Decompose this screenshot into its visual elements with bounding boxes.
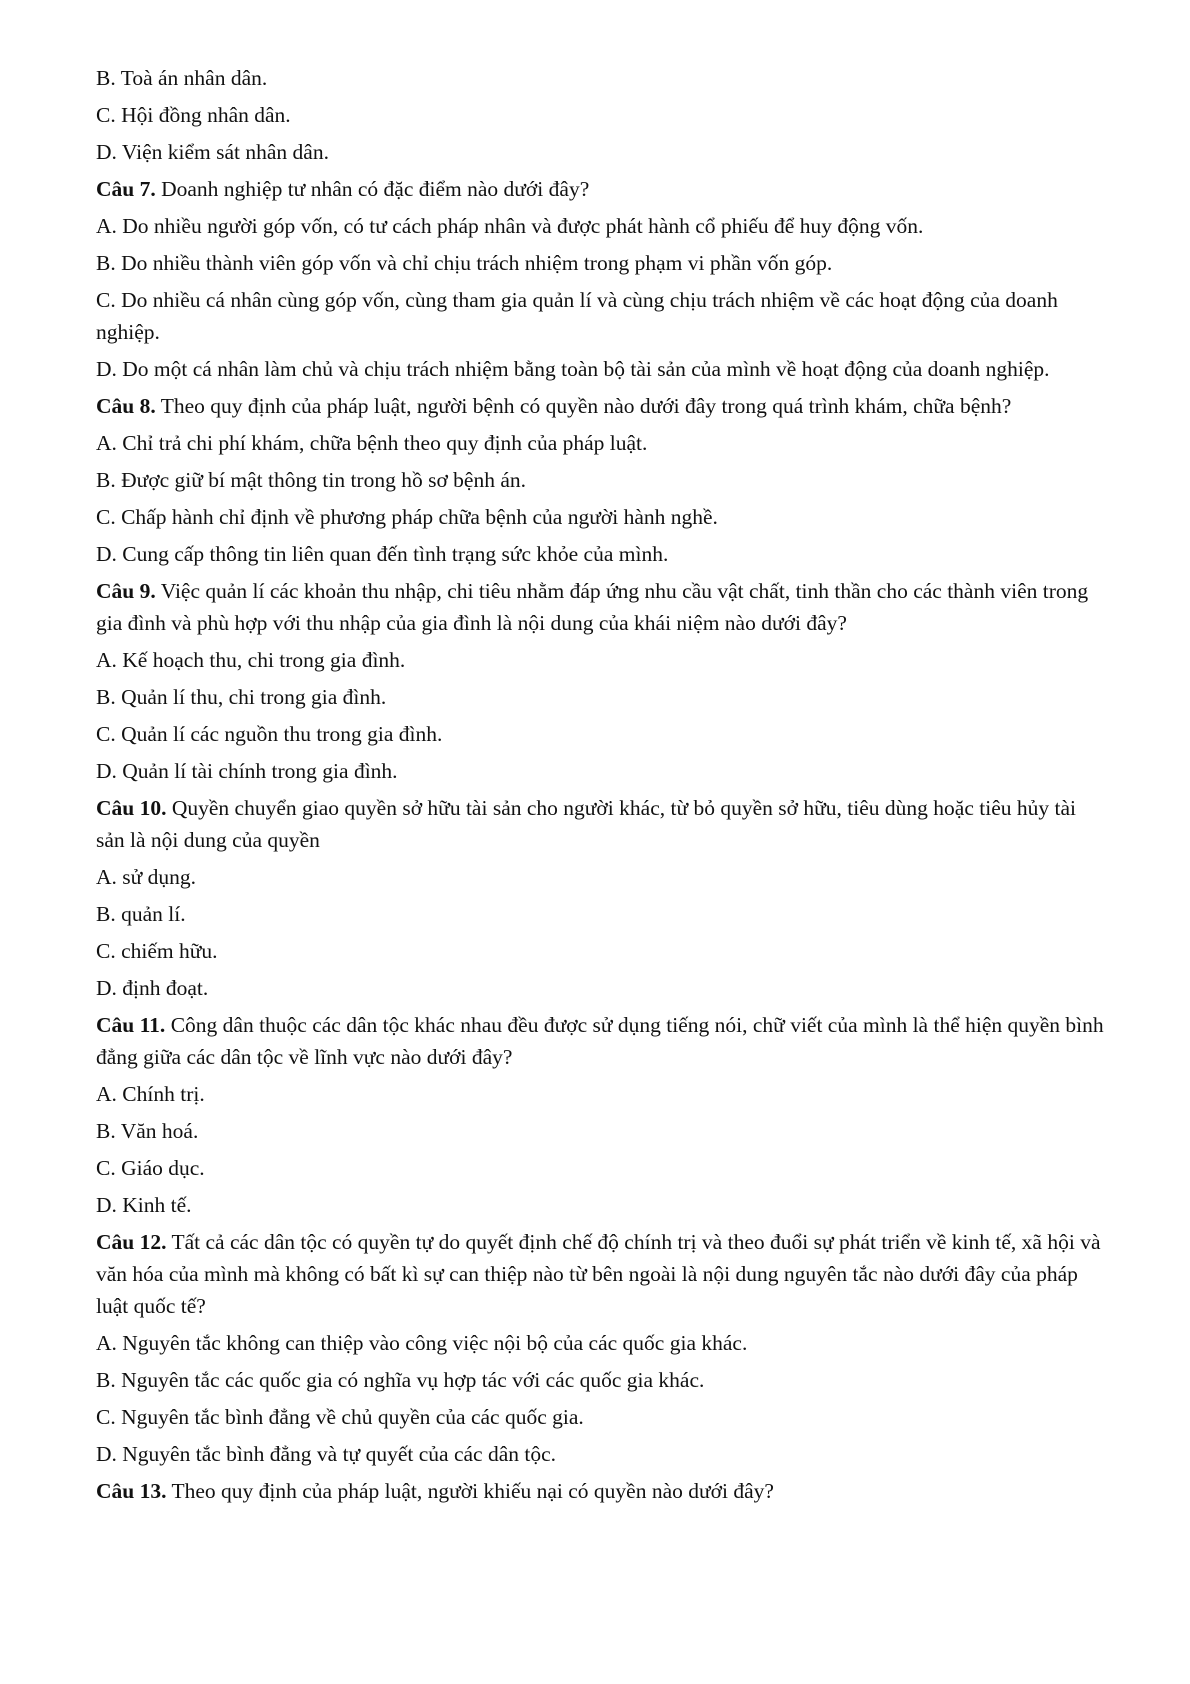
question-10 — [96, 792, 1106, 856]
option-line: A. Kế hoạch thu, chi trong gia đình. — [96, 648, 406, 672]
document-page — [96, 62, 1106, 1512]
question-8 — [96, 390, 1106, 422]
question-text: Theo quy định của pháp luật, người khiếu nại có quyền nào dưới đây? — [166, 1479, 774, 1503]
option-line: C. Quản lí các nguồn thu trong gia đình. — [96, 722, 443, 746]
question-label: Câu 12. — [96, 1230, 167, 1254]
option-line: D. Do một cá nhân làm chủ và chịu trách nhiệm bằng toàn bộ tài sản của mình về hoạt động của doanh nghiệp. — [96, 357, 1050, 381]
option-line: C. Hội đồng nhân dân. — [96, 103, 291, 127]
question-7 — [96, 173, 1106, 205]
question-text: Công dân thuộc các dân tộc khác nhau đều được sử dụng tiếng nói, chữ viết của mình là thể hiện quyền bình đẳng giữa các dân tộc về lĩnh vực nào dưới đây? — [96, 1013, 1104, 1069]
question-label: Câu 8. — [96, 394, 156, 418]
option-line: A. Nguyên tắc không can thiệp vào công việc nội bộ của các quốc gia khác. — [96, 1331, 748, 1355]
question-13 — [96, 1475, 1106, 1507]
option-line: A. sử dụng. — [96, 865, 197, 889]
option-line: C. Do nhiều cá nhân cùng góp vốn, cùng tham gia quản lí và cùng chịu trách nhiệm về các hoạt động của doanh nghiệp. — [96, 288, 1058, 344]
option-line: A. Chỉ trả chi phí khám, chữa bệnh theo quy định của pháp luật. — [96, 431, 648, 455]
question-text: Doanh nghiệp tư nhân có đặc điểm nào dưới đây? — [155, 177, 590, 201]
option-line: A. Do nhiều người góp vốn, có tư cách pháp nhân và được phát hành cổ phiếu để huy động vốn. — [96, 214, 924, 238]
question-9 — [96, 575, 1106, 639]
option-line: C. Chấp hành chỉ định về phương pháp chữa bệnh của người hành nghề. — [96, 505, 718, 529]
question-label: Câu 10. — [96, 796, 167, 820]
question-label: Câu 13. — [96, 1479, 167, 1503]
question-label: Câu 9. — [96, 579, 156, 603]
option-line: B. Văn hoá. — [96, 1119, 199, 1143]
option-line: C. Giáo dục. — [96, 1156, 205, 1180]
question-text: Việc quản lí các khoản thu nhập, chi tiêu nhằm đáp ứng nhu cầu vật chất, tinh thần cho các thành viên trong gia đình và phù hợp với thu nhập của gia đình là nội dung của khái niệm nào dưới đây? — [96, 579, 1089, 635]
option-line: B. Do nhiều thành viên góp vốn và chỉ chịu trách nhiệm trong phạm vi phần vốn góp. — [96, 251, 833, 275]
question-text: Quyền chuyển giao quyền sở hữu tài sản cho người khác, từ bỏ quyền sở hữu, tiêu dùng hoặc tiêu hủy tài sản là nội dung của quyền — [96, 796, 1076, 852]
option-line: D. Cung cấp thông tin liên quan đến tình trạng sức khỏe của mình. — [96, 542, 669, 566]
question-text: Tất cả các dân tộc có quyền tự do quyết định chế độ chính trị và theo đuổi sự phát triển về kinh tế, xã hội và văn hóa của mình mà không có bất kì sự can thiệp nào từ bên ngoài là nội dung nguyên tắc nào dưới đây của pháp luật quốc tế? — [96, 1230, 1101, 1318]
option-line: D. Kinh tế. — [96, 1193, 192, 1217]
option-line: B. Nguyên tắc các quốc gia có nghĩa vụ hợp tác với các quốc gia khác. — [96, 1368, 705, 1392]
question-11 — [96, 1009, 1106, 1073]
option-line: A. Chính trị. — [96, 1082, 205, 1106]
option-line: D. Viện kiểm sát nhân dân. — [96, 140, 329, 164]
question-text: Theo quy định của pháp luật, người bệnh có quyền nào dưới đây trong quá trình khám, chữa bệnh? — [155, 394, 1012, 418]
option-line: C. chiếm hữu. — [96, 939, 218, 963]
option-line: D. định đoạt. — [96, 976, 209, 1000]
option-line: D. Nguyên tắc bình đẳng và tự quyết của các dân tộc. — [96, 1442, 557, 1466]
question-label: Câu 11. — [96, 1013, 166, 1037]
option-line: D. Quản lí tài chính trong gia đình. — [96, 759, 398, 783]
option-line: B. Toà án nhân dân. — [96, 66, 268, 90]
question-label: Câu 7. — [96, 177, 156, 201]
option-line: B. Quản lí thu, chi trong gia đình. — [96, 685, 387, 709]
option-line: B. Được giữ bí mật thông tin trong hồ sơ bệnh án. — [96, 468, 527, 492]
question-12 — [96, 1226, 1106, 1322]
option-line: B. quản lí. — [96, 902, 186, 926]
option-line: C. Nguyên tắc bình đẳng về chủ quyền của các quốc gia. — [96, 1405, 584, 1429]
